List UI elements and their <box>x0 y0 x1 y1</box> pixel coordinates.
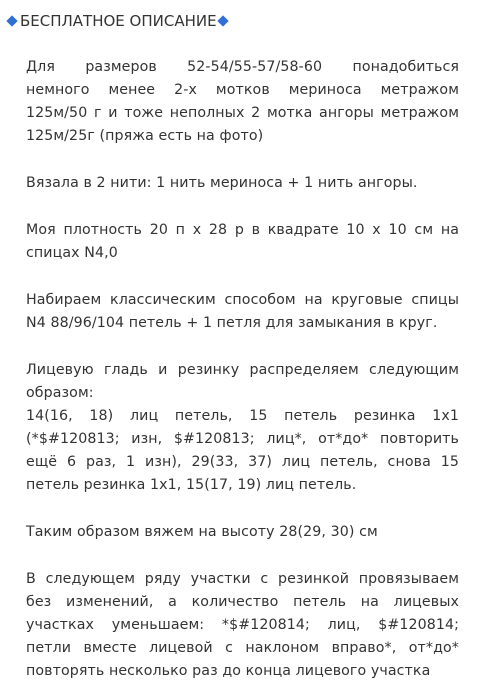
spacer <box>26 195 459 219</box>
blue-diamond-icon <box>6 15 17 26</box>
text-line: Таким образом вяжем на высоту 28(29, 30) см <box>26 524 378 540</box>
text-line: В следующем ряду участки с резинкой провязываем <box>26 571 459 587</box>
text-line: 125м/25г (пряжа есть на фото) <box>26 128 264 144</box>
text-line: 14(16, 18) лиц петель, 15 петель резинка 1х1 <box>26 408 459 424</box>
text-line: N4 88/96/104 петель + 1 петля для замыкания в круг. <box>26 315 438 331</box>
text-line: повторять несколько раз до конца лицевого участка <box>26 663 431 679</box>
text-line: Для размеров 52-54/55-57/58-60 понадобиться <box>26 59 459 75</box>
spacer <box>26 544 459 568</box>
paragraph-stitch-distribution <box>26 359 459 497</box>
text-line: участках уменьшаем: *$#120814; лиц, $#120814; <box>26 617 459 633</box>
paragraph-knit-height <box>26 521 459 544</box>
spacer <box>26 265 459 289</box>
text-line: Лицевую гладь и резинку распределяем следующим <box>26 362 459 378</box>
text-line: Моя плотность 20 п х 28 р в квадрате 10 х 10 см на <box>26 222 459 238</box>
text-line: петли вместе лицевой с наклоном вправо*, от*до* <box>26 640 459 656</box>
blue-diamond-icon <box>217 15 228 26</box>
text-line: Набираем классическим способом на круговые спицы <box>26 292 459 308</box>
paragraph-decrease-row <box>26 568 459 683</box>
text-line: немного менее 2-х мотков мериноса метражом <box>26 82 459 98</box>
spacer <box>26 497 459 521</box>
spacer <box>26 148 459 172</box>
paragraph-yarn-strands <box>26 172 459 195</box>
text-line: ещё 6 раз, 1 изн), 29(33, 37) лиц петель, снова 15 <box>26 454 459 470</box>
text-line: без изменений, а количество петель на лицевых <box>26 594 459 610</box>
paragraph-gauge <box>26 219 459 265</box>
spacer <box>26 32 459 56</box>
document-heading <box>6 10 459 32</box>
text-line: образом: <box>26 385 94 401</box>
spacer <box>26 335 459 359</box>
text-line: спицах N4,0 <box>26 245 118 261</box>
heading-text: БЕСПЛАТНОЕ ОПИСАНИЕ <box>20 12 217 30</box>
text-line: Вязала в 2 нити: 1 нить мериноса + 1 нить ангоры. <box>26 175 418 191</box>
text-line: петель резинка 1х1, 15(17, 19) лиц петель. <box>26 477 357 493</box>
text-line: (*$#120813; изн, $#120813; лиц*, от*до* повторить <box>26 431 459 447</box>
paragraph-cast-on <box>26 289 459 335</box>
paragraph-yarn-requirements <box>26 56 459 148</box>
text-line: 125м/50 г и тоже неполных 2 мотка ангоры метражом <box>26 105 459 121</box>
